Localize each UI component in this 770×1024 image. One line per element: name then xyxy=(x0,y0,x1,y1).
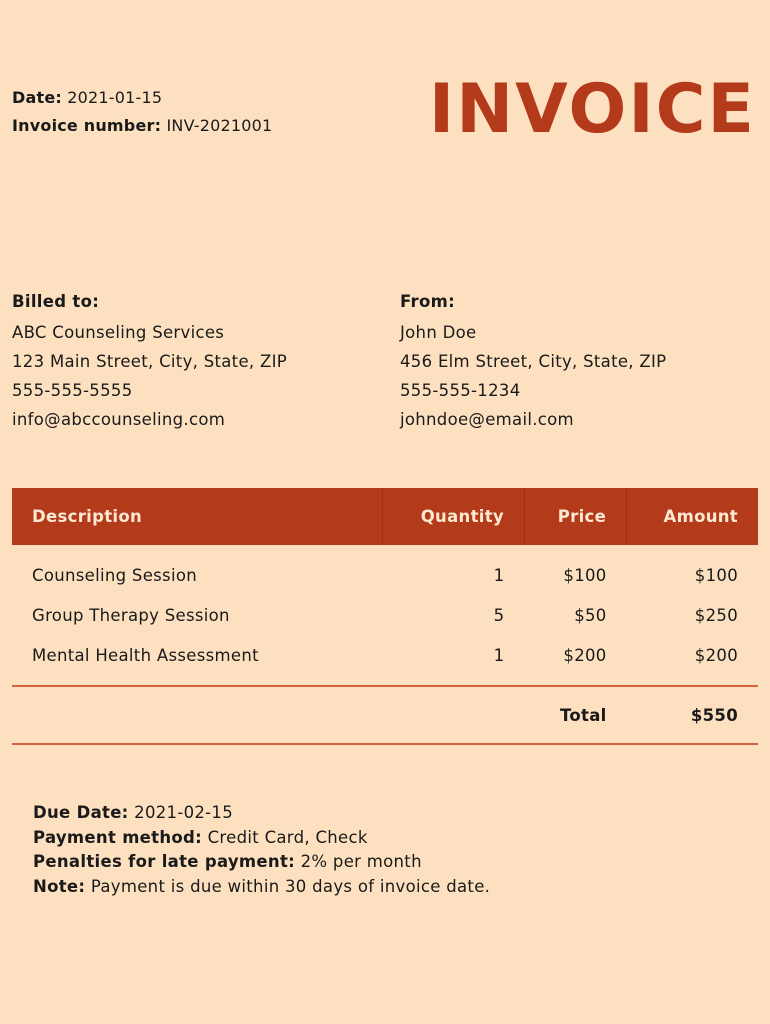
payment-method-value: Credit Card, Check xyxy=(207,827,368,847)
row-amount: $200 xyxy=(694,645,738,665)
from-block xyxy=(400,287,666,434)
note-value: Payment is due within 30 days of invoice date. xyxy=(90,876,491,896)
total-spacer xyxy=(383,686,525,744)
row-amount: $100 xyxy=(694,565,738,585)
row-description: Counseling Session xyxy=(32,565,197,585)
penalties-value: 2% per month xyxy=(300,852,422,871)
due-date-line xyxy=(33,801,490,826)
row-quantity: 1 xyxy=(493,565,505,585)
date-label: Date: xyxy=(12,88,62,107)
table-header-row xyxy=(12,488,758,545)
column-header-description: Description xyxy=(12,488,383,545)
penalties-line xyxy=(33,850,490,875)
table-row xyxy=(12,595,758,635)
row-amount: $250 xyxy=(694,605,738,625)
row-quantity: 1 xyxy=(493,645,505,665)
invoice-number-value: INV-2021001 xyxy=(166,116,273,135)
table-row xyxy=(12,635,758,686)
invoice-number-line xyxy=(12,112,272,140)
from-name: John Doe xyxy=(400,323,477,342)
billed-to-block xyxy=(12,287,287,434)
from-heading: From: xyxy=(400,292,455,311)
row-price: $200 xyxy=(563,645,607,665)
from-phone: 555-555-1234 xyxy=(400,381,521,400)
line-items-table xyxy=(12,488,758,745)
invoice-title: INVOICE xyxy=(428,70,756,149)
from-email: johndoe@email.com xyxy=(400,410,574,429)
date-line xyxy=(12,84,272,112)
billed-to-email: info@abccounseling.com xyxy=(12,410,226,429)
note-label: Note: xyxy=(33,876,86,896)
total-spacer xyxy=(12,686,383,744)
invoice-meta xyxy=(12,84,272,140)
from-address: 456 Elm Street, City, State, ZIP xyxy=(400,352,667,371)
column-header-amount: Amount xyxy=(627,488,758,545)
payment-method-line xyxy=(33,826,490,851)
billed-to-heading: Billed to: xyxy=(12,292,100,311)
row-quantity: 5 xyxy=(493,605,505,625)
penalties-label: Penalties for late payment: xyxy=(33,852,296,871)
note-line xyxy=(33,875,490,900)
billed-to-name: ABC Counseling Services xyxy=(12,323,225,342)
column-header-quantity: Quantity xyxy=(383,488,525,545)
payment-method-label: Payment method: xyxy=(33,827,203,847)
column-header-price: Price xyxy=(524,488,626,545)
row-description: Group Therapy Session xyxy=(32,605,230,625)
row-price: $100 xyxy=(563,565,607,585)
invoice-number-label: Invoice number: xyxy=(12,116,162,135)
payment-terms xyxy=(33,801,490,899)
billed-to-phone: 555-555-5555 xyxy=(12,381,133,400)
total-label: Total xyxy=(524,686,626,744)
table-row xyxy=(12,545,758,595)
row-price: $50 xyxy=(574,605,607,625)
due-date-value: 2021-02-15 xyxy=(134,803,234,822)
total-row xyxy=(12,686,758,744)
total-value: $550 xyxy=(627,686,758,744)
row-description: Mental Health Assessment xyxy=(32,645,259,665)
due-date-label: Due Date: xyxy=(33,803,129,822)
date-value: 2021-01-15 xyxy=(67,88,163,107)
billed-to-address: 123 Main Street, City, State, ZIP xyxy=(12,352,288,371)
